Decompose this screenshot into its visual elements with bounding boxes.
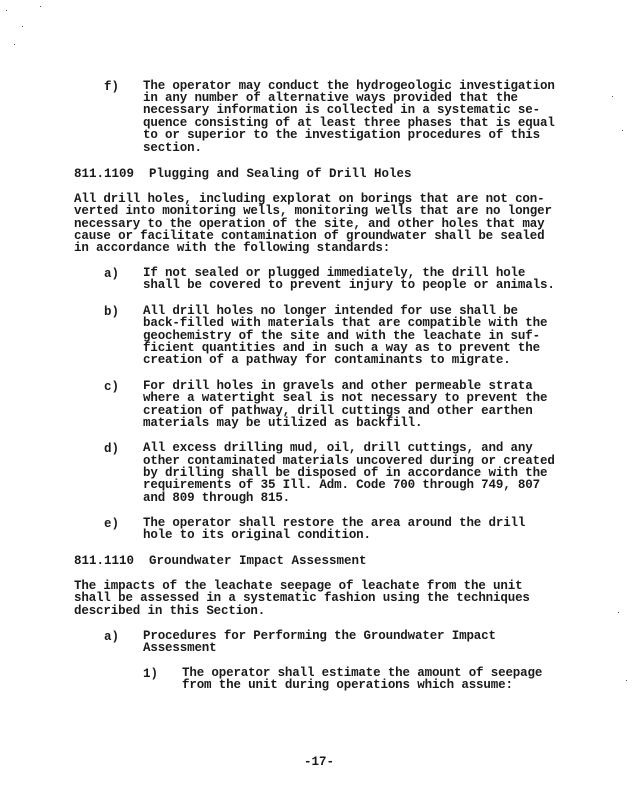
item-c-label: c) xyxy=(104,380,120,394)
text-line: where a watertight seal is not necessary to prevent the xyxy=(143,391,548,405)
text-line: shall be assessed in a systematic fashion using the techniques xyxy=(74,591,530,605)
item-e-label: e) xyxy=(104,517,120,531)
text-line: by drilling shall be disposed of in accordance with the xyxy=(143,466,548,480)
text-line: creation of a pathway for contaminants to migrate. xyxy=(143,353,511,367)
item-b-label: b) xyxy=(104,305,120,319)
text-line: The operator shall restore the area around the drill xyxy=(143,516,526,530)
text-line: necessary to the operation of the site, and other holes that may xyxy=(74,217,545,231)
text-line: If not sealed or plugged immediately, the drill hole xyxy=(143,266,526,280)
scan-speck xyxy=(40,6,41,7)
item-f-label: f) xyxy=(104,80,120,94)
text-line: section. xyxy=(143,141,202,155)
text-line: shall be covered to prevent injury to people or animals. xyxy=(143,278,555,292)
text-line: All excess drilling mud, oil, drill cuttings, and any xyxy=(143,441,533,455)
text-line: Procedures for Performing the Groundwater Impact xyxy=(143,629,496,643)
text-line: back-filled with materials that are compatible with the xyxy=(143,316,548,330)
text-line: cause or facilitate contamination of groundwater shall be sealed xyxy=(74,229,545,243)
text-line: verted into monitoring wells, monitoring wells that are no longer xyxy=(74,204,552,218)
text-line: The operator shall estimate the amount of seepage xyxy=(182,666,543,680)
item-d-label: d) xyxy=(104,442,120,456)
text-line: described in this Section. xyxy=(74,604,266,618)
text-line: from the unit during operations which assume: xyxy=(182,678,513,692)
text-line: The impacts of the leachate seepage of leachate from the unit xyxy=(74,579,523,593)
scan-speck xyxy=(622,130,623,131)
text-line: and 809 through 815. xyxy=(143,491,291,505)
text-line: All drill holes no longer intended for use shall be xyxy=(143,304,518,318)
item-a-label: a) xyxy=(104,267,120,281)
text-line: in any number of alternative ways provided that the xyxy=(143,91,518,105)
text-line: All drill holes, including explorat on borings that are not con- xyxy=(74,192,545,206)
scan-speck xyxy=(14,44,15,45)
text-line: The operator may conduct the hydrogeologic investigation xyxy=(143,79,555,93)
scan-speck xyxy=(6,10,7,11)
page-number: -17- xyxy=(304,755,335,769)
text-line: geochemistry of the site and with the leachate in suf- xyxy=(143,329,540,343)
item-1110-a1-label: 1) xyxy=(143,667,159,681)
text-line: necessary information is collected in a systematic se- xyxy=(143,103,540,117)
item-1110-a-label: a) xyxy=(104,630,120,644)
text-line: hole to its original condition. xyxy=(143,528,371,542)
section-heading-1109: 811.1109 Plugging and Sealing of Drill Holes xyxy=(74,167,412,181)
text-line: ficient quantities and in such a way as to prevent the xyxy=(143,341,540,355)
scan-speck xyxy=(618,612,619,613)
text-line: other contaminated materials uncovered during or created xyxy=(143,454,555,468)
scan-speck xyxy=(612,96,613,97)
section-heading-1110: 811.1110 Groundwater Impact Assessment xyxy=(74,554,367,568)
text-line: in accordance with the following standards: xyxy=(74,241,391,255)
text-line: quence consisting of at least three phases that is equal xyxy=(143,116,555,130)
scan-speck xyxy=(626,680,627,681)
text-line: creation of pathway, drill cuttings and other earthen xyxy=(143,404,533,418)
text-line: For drill holes in gravels and other permeable strata xyxy=(143,379,533,393)
scan-speck xyxy=(22,26,23,27)
text-line: requirements of 35 Ill. Adm. Code 700 through 749, 807 xyxy=(143,478,540,492)
text-line: materials may be utilized as backfill. xyxy=(143,416,423,430)
text-line: to or superior to the investigation procedures of this xyxy=(143,128,540,142)
text-line: Assessment xyxy=(143,641,217,655)
